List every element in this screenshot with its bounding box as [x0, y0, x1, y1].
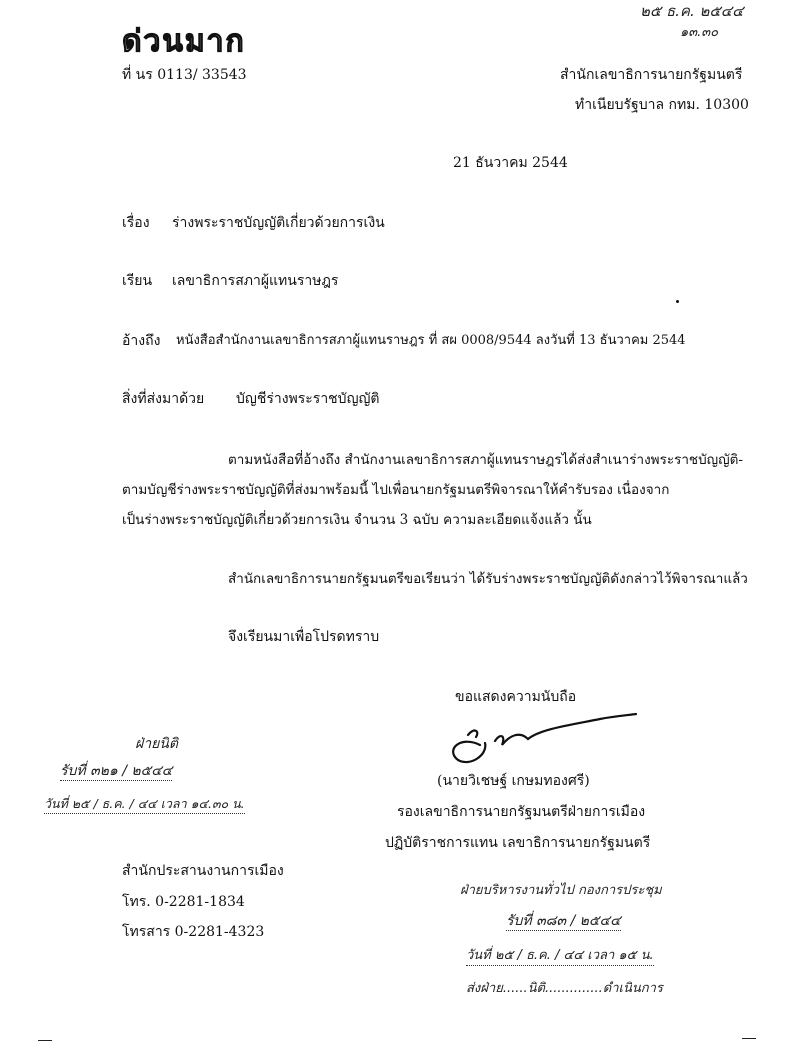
reference-text: หนังสือสำนักงานเลขาธิการสภาผู้แทนราษฎร ที่ สผ 0008/9544 ลงวันที่ 13 ธันวาคม 2544: [176, 333, 686, 348]
meeting-division-stamp: ฝ่ายบริหารงานทั่วไป กองการประชุม: [460, 883, 662, 898]
signatory-acting-title: ปฏิบัติราชการแทน เลขาธิการนายกรัฐมนตรี: [385, 835, 651, 851]
legal-receipt-number: รับที่ ๓๒๑ / ๒๕๔๔: [60, 763, 173, 779]
paragraph-1-line-1: ตามหนังสือที่อ้างถึง สำนักงานเลขาธิการสภาผู้แทนราษฎรได้ส่งสำเนาร่างพระราชบัญญัติ-: [228, 452, 743, 468]
contact-office: สำนักประสานงานการเมือง: [122, 863, 284, 879]
paragraph-3: จึงเรียนมาเพื่อโปรดทราบ: [228, 629, 380, 645]
paragraph-1-line-2: ตามบัญชีร่างพระราชบัญญัติที่ส่งมาพร้อมนี้ ไปเพื่อนายกรัฐมนตรีพิจารณาให้คำรับรอง เนื่องจาก: [122, 482, 670, 498]
contact-phone: โทร. 0-2281-1834: [122, 894, 245, 910]
subject-text: ร่างพระราชบัญญัติเกี่ยวด้วยการเงิน: [172, 215, 385, 231]
paragraph-1-line-3: เป็นร่างพระราชบัญญัติเกี่ยวด้วยการเงิน จำนวน 3 ฉบับ ความละเอียดแจ้งแล้ว นั้น: [122, 512, 592, 528]
closing-salutation: ขอแสดงความนับถือ: [455, 689, 577, 705]
contact-fax: โทรสาร 0-2281-4323: [122, 924, 265, 940]
recipient-label: เรียน: [122, 273, 153, 289]
meeting-receipt-date: วันที่ ๒๕ / ธ.ค. / ๔๔ เวลา ๑๕ น.: [466, 947, 654, 966]
enclosure-text: บัญชีร่างพระราชบัญญัติ: [236, 391, 380, 407]
signatory-name: (นายวิเชษฐ์ เกษมทองศรี): [437, 773, 590, 789]
scan-dot: [676, 300, 679, 303]
letter-date: 21 ธันวาคม 2544: [453, 155, 568, 171]
reference-number: ที่ นร 0113/ 33543: [122, 67, 247, 83]
sender-office: สำนักเลขาธิการนายกรัฐมนตรี: [560, 67, 743, 83]
legal-receipt-date: วันที่ ๒๕ / ธ.ค. / ๔๔ เวลา ๑๔.๓๐ น.: [44, 795, 245, 814]
meeting-receipt-number: รับที่ ๓๘๓ / ๒๕๔๔: [506, 913, 621, 929]
handwritten-time-note: ๑๓.๓๐: [680, 25, 719, 40]
handwritten-date-note: ๒๕ ธ.ค. ๒๕๔๔: [640, 2, 744, 20]
scan-mark: [38, 1040, 52, 1041]
recipient-text: เลขาธิการสภาผู้แทนราษฎร: [172, 273, 339, 289]
enclosure-label: สิ่งที่ส่งมาด้วย: [122, 391, 205, 407]
legal-division-stamp: ฝ่ายนิติ: [135, 736, 178, 752]
sender-address: ทำเนียบรัฐบาล กทม. 10300: [575, 97, 749, 113]
subject-label: เรื่อง: [122, 215, 150, 231]
reference-label: อ้างถึง: [122, 333, 161, 349]
signature-icon: [440, 705, 640, 775]
scan-mark: [742, 1038, 756, 1039]
urgent-stamp: ด่วนมาก: [122, 24, 246, 59]
paragraph-2: สำนักเลขาธิการนายกรัฐมนตรีขอเรียนว่า ได้รับร่างพระราชบัญญัติดังกล่าวไว้พิจารณาแล้ว: [228, 571, 748, 587]
signatory-title: รองเลขาธิการนายกรัฐมนตรีฝ่ายการเมือง: [397, 804, 646, 820]
forward-to-division: ส่งฝ่าย......นิติ..............ดำเนินการ: [466, 981, 663, 996]
